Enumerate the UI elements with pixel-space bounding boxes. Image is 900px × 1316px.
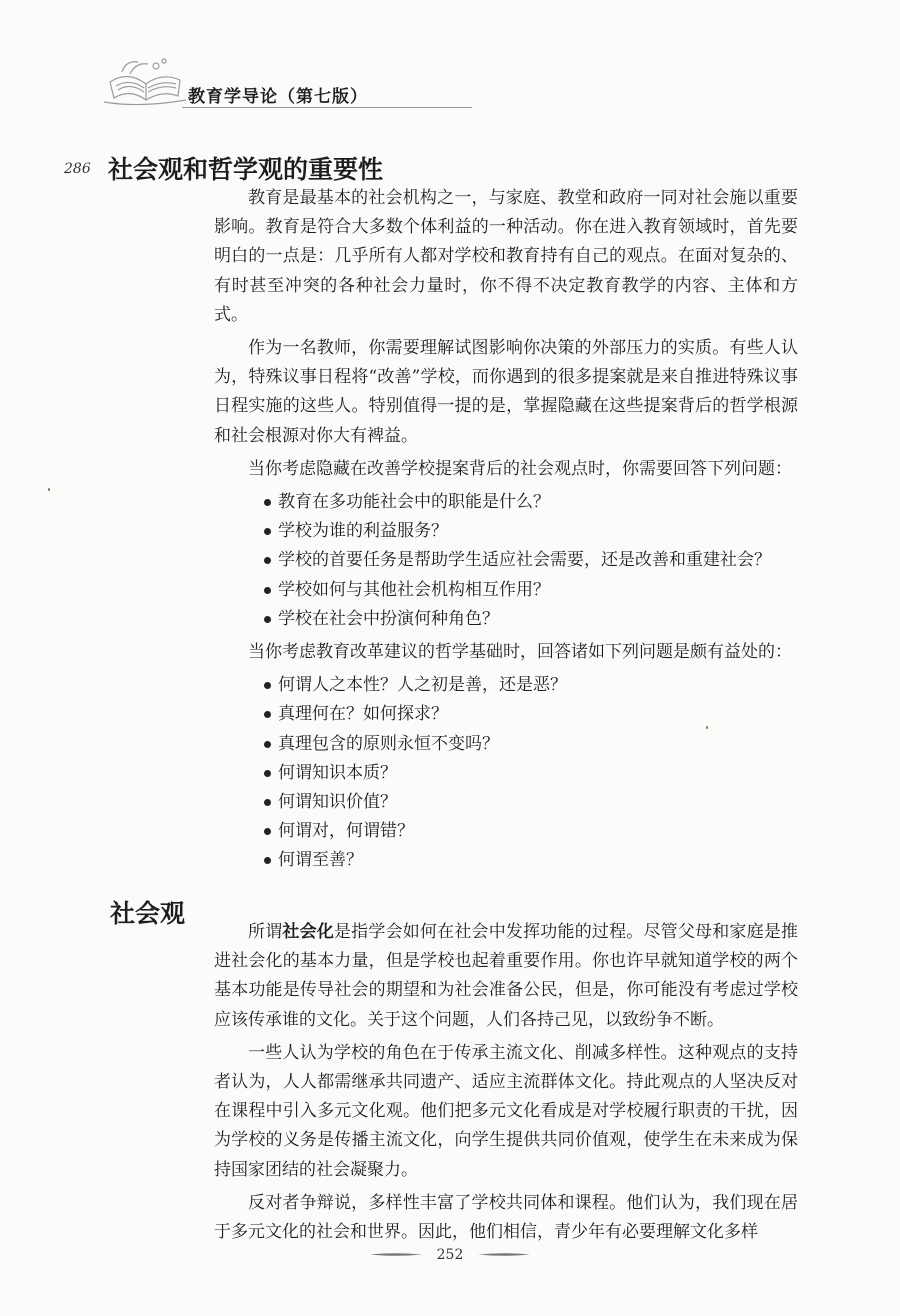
bullet-icon <box>264 799 271 806</box>
list-item: 真理包含的原则永恒不变吗？ <box>214 730 798 759</box>
bullet-icon <box>264 587 271 594</box>
bullet-icon <box>264 828 271 835</box>
section-heading-social-view: 社会观 <box>110 899 186 928</box>
header-rule <box>182 107 472 108</box>
keyword-socialization: 社会化 <box>282 922 334 942</box>
list-item: 学校在社会中扮演何种角色？ <box>214 605 798 634</box>
paragraph: 教育是最基本的社会机构之一，与家庭、教堂和政府一同对社会施以重要影响。教育是符合大多数个体利益的一种活动。你在进入教育领域时，首先要明白的一点是：几乎所有人都对学校和教育持有自己的观点。在面对复杂的、有时甚至冲突的各种社会力量时，你不得不决定教育教学的内容、主体和方式。 <box>214 188 798 325</box>
paragraph: 所谓社会化是指学会如何在社会中发挥功能的过程。尽管父母和家庭是推进社会化的基本力量，但是学校也起着重要作用。你也许早就知道学校的两个基本功能是传导社会的期望和为社会准备公民，但是，你可能没有考虑过学校应该传承谁的文化。关于这个问题，人们各持己见，以致纷争不断。 <box>214 922 799 1030</box>
list-item: 何谓知识价值？ <box>214 788 798 817</box>
section1-body <box>214 184 798 880</box>
paragraph: 作为一名教师，你需要理解试图影响你决策的外部压力的实质。有些人认为，特殊议事日程将“改善”学校，而你遇到的很多提案就是来自推进特殊议事日程实施的这些人。特别值得一提的是，掌握隐藏在这些提案背后的哲学根源和社会根源对你大有裨益。 <box>214 338 798 446</box>
scan-speck <box>706 726 708 729</box>
bullet-icon <box>264 857 271 864</box>
list-item: 学校如何与其他社会机构相互作用？ <box>214 576 798 605</box>
list-item: 何谓至善？ <box>214 846 798 875</box>
list-item: 何谓人之本性？人之初是善，还是恶？ <box>214 671 798 700</box>
page-number: 252 <box>436 1247 464 1263</box>
list-item: 学校的首要任务是帮助学生适应社会需要，还是改善和重建社会？ <box>214 546 798 575</box>
page-footer <box>0 1244 900 1263</box>
book-title: 教育学导论（第七版） <box>188 87 368 107</box>
philosophy-questions-list <box>214 671 798 875</box>
left-ornament-icon <box>370 1252 422 1257</box>
open-book-icon <box>100 52 190 108</box>
bullet-icon <box>264 528 271 535</box>
paragraph: 当你考虑教育改革建议的哲学基础时，回答诸如下列问题是颇有益处的： <box>248 642 792 663</box>
bullet-icon <box>264 557 271 564</box>
bullet-icon <box>264 770 271 777</box>
list-item: 学校为谁的利益服务？ <box>214 517 798 546</box>
paragraph: 反对者争辩说，多样性丰富了学校共同体和课程。他们认为，我们现在居于多元文化的社会和世界。因此，他们相信，青少年有必要理解文化多样 <box>214 1192 798 1243</box>
paragraph: 当你考虑隐藏在改善学校提案背后的社会观点时，你需要回答下列问题： <box>248 458 792 479</box>
bullet-icon <box>264 711 271 718</box>
margin-page-number: 286 <box>64 161 91 177</box>
scan-speck <box>48 488 50 491</box>
paragraph: 一些人认为学校的角色在于传承主流文化、削减多样性。这种观点的支持者认为，人人都需继承共同遗产、适应主流群体文化。持此观点的人坚决反对在课程中引入多元文化观。他们把多元文化看成是对学校履行职责的干扰，因为学校的义务是传播主流文化，向学生提供共同价值观，使学生在未来成为保持国家团结的社会凝聚力。 <box>214 1042 798 1180</box>
list-item: 真理何在？如何探求？ <box>214 700 798 729</box>
bullet-icon <box>264 741 271 748</box>
bullet-icon <box>264 682 271 689</box>
right-ornament-icon <box>478 1252 530 1257</box>
running-header <box>100 52 400 112</box>
section-heading-importance: 社会观和哲学观的重要性 <box>108 155 384 184</box>
bullet-icon <box>264 499 271 506</box>
bullet-icon <box>264 616 271 623</box>
list-item: 何谓知识本质？ <box>214 759 798 788</box>
list-item: 教育在多功能社会中的职能是什么？ <box>214 488 798 517</box>
social-questions-list <box>214 488 798 634</box>
section2-body <box>214 918 798 1251</box>
list-item: 何谓对，何谓错？ <box>214 817 798 846</box>
